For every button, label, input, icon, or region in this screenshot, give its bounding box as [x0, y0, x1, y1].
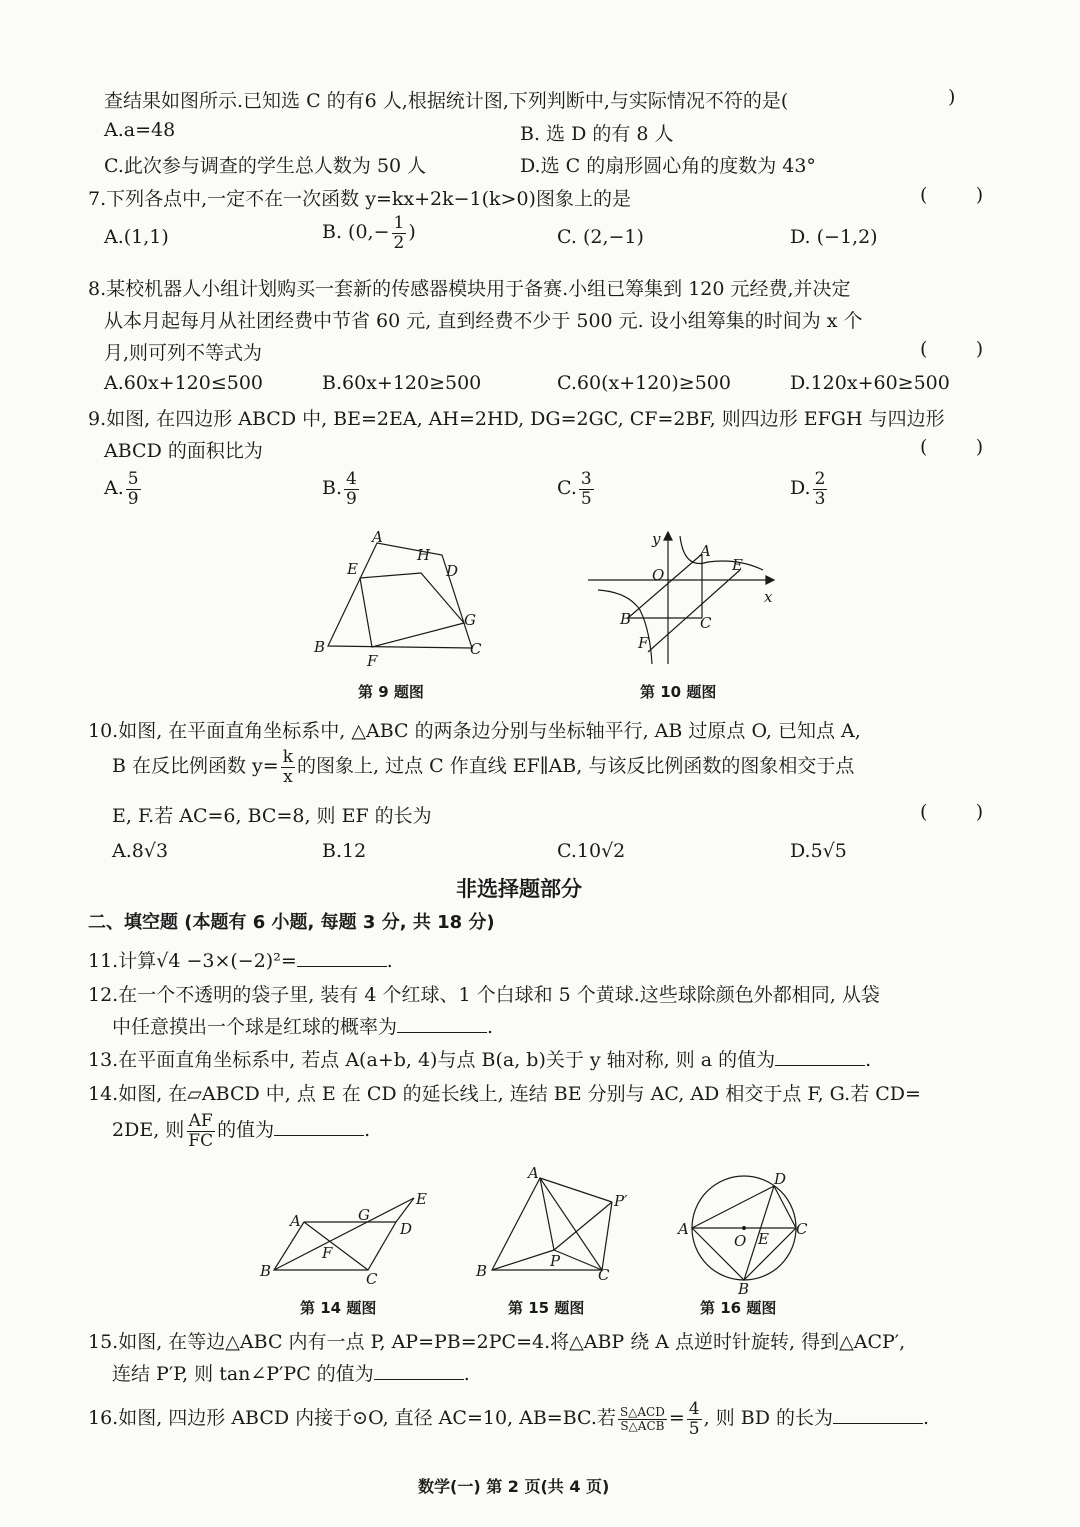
q9-c-label: C.: [557, 477, 577, 500]
q9-a-label: A.: [104, 477, 124, 500]
q10-line1: 10.如图, 在平面直角坐标系中, △ABC 的两条边分别与坐标轴平行, AB 过原点 O, 已知点 A,: [88, 720, 861, 742]
q7-paren: ( ): [920, 184, 984, 206]
q12-blank[interactable]: [397, 1016, 487, 1033]
figure-10: [588, 530, 788, 670]
fig9-label-f: F: [367, 652, 378, 670]
q10-frac: [281, 748, 295, 786]
fig16-label-b: B: [738, 1280, 750, 1298]
q14-blank[interactable]: [274, 1119, 364, 1136]
q16-period: .: [922, 1407, 930, 1430]
q10-option-c: C.10√2: [557, 840, 626, 862]
figure-15: [470, 1166, 640, 1290]
fig14-line-be: [274, 1198, 414, 1270]
q16-blank[interactable]: [833, 1407, 923, 1424]
q10-line2-pre: B 在反比例函数 y=: [112, 755, 279, 778]
section-heading: 二、填空题 (本题有 6 小题, 每题 3 分, 共 18 分): [88, 912, 495, 933]
fig9-quad-efgh: [360, 573, 464, 647]
q9-b-frac: [344, 470, 359, 508]
q7-option-b-post: ): [408, 221, 416, 244]
fig10-label-e: E: [732, 556, 743, 574]
fig15-label-p-prime: P′: [614, 1192, 628, 1210]
q10-option-d: D.5√5: [790, 840, 847, 862]
q9-d-num: 2: [814, 469, 826, 489]
q9-a-frac: [126, 470, 141, 508]
q9-d-frac: [813, 470, 828, 508]
q7-option-a: A.(1,1): [104, 226, 169, 248]
q12-line1: 12.在一个不透明的袋子里, 装有 4 个红球、1 个白球和 5 个黄球.这些球除颜色外都相同, 从袋: [88, 984, 880, 1006]
q7-option-b-pre: B. (0,−: [322, 221, 390, 244]
q7-b-num: 1: [393, 213, 405, 233]
q6-option-a: A.a=48: [104, 119, 176, 141]
q9-c-num: 3: [580, 469, 592, 489]
q10-paren: ( ): [920, 801, 984, 823]
fig10-label-a: A: [700, 542, 711, 560]
fig16-label-d: D: [774, 1170, 787, 1188]
q7-option-d: D. (−1,2): [790, 226, 878, 248]
q7-option-b: [322, 214, 416, 252]
q15-blank[interactable]: [374, 1363, 464, 1380]
fig9-quad-abcd: [328, 543, 472, 648]
fig9-caption: 第 9 题图: [358, 683, 424, 701]
section-title: 非选择题部分: [456, 877, 582, 901]
q10-option-a: A.8√3: [112, 840, 169, 862]
fig15-label-p: P: [550, 1252, 561, 1270]
q10-num: k: [282, 747, 294, 767]
fig14-label-f: F: [322, 1244, 333, 1262]
fig9-label-e: E: [347, 560, 358, 578]
q15-line2-text: 连结 P′P, 则 tan∠P′PC 的值为: [112, 1363, 374, 1385]
q15-line2: [112, 1359, 470, 1386]
q9-c-den: 5: [580, 488, 592, 509]
q16-post: , 则 BD 的长为: [703, 1407, 833, 1430]
fig16-label-c: C: [796, 1220, 808, 1238]
fig10-label-o: O: [652, 566, 665, 584]
q9-b-label: B.: [322, 477, 343, 500]
q16-area-frac: [618, 1406, 667, 1433]
fig10-y-arrow: [664, 532, 672, 540]
q13: [88, 1045, 871, 1072]
fig10-line-ab: [628, 554, 702, 618]
fig14-label-e: E: [416, 1190, 427, 1208]
fig9-label-g: G: [464, 611, 476, 629]
fig16-label-e: E: [758, 1230, 769, 1248]
fig15-line-ap2: [540, 1178, 612, 1202]
fig14-line-de: [396, 1198, 414, 1222]
q12-line2: [112, 1012, 493, 1039]
q15-line1: 15.如图, 在等边△ABC 内有一点 P, AP=PB=2PC=4.将△ABP 绕 A 点逆时针旋转, 得到△ACP′,: [88, 1331, 906, 1353]
fig10-label-x: x: [764, 588, 773, 606]
q9-d-den: 3: [814, 488, 826, 509]
q10-line2-post: 的图象上, 过点 C 作直线 EF∥AB, 与该反比例函数的图象相交于点: [297, 755, 855, 778]
fig10-x-arrow: [766, 576, 774, 584]
q9-line1: 9.如图, 在四边形 ABCD 中, BE=2EA, AH=2HD, DG=2GC, CF=2BF, 则四边形 EFGH 与四边形: [88, 408, 945, 430]
q8-option-a: A.60x+120≤500: [104, 372, 264, 394]
q9-d-label: D.: [790, 477, 811, 500]
fig16-caption: 第 16 题图: [700, 1299, 777, 1317]
page-footer: 数学(一) 第 2 页(共 4 页): [418, 1477, 610, 1496]
q13-blank[interactable]: [775, 1049, 865, 1066]
q14-den: FC: [188, 1130, 214, 1151]
q9-b-num: 4: [346, 469, 357, 489]
q11: [88, 946, 393, 973]
fig15-label-c: C: [598, 1266, 610, 1284]
q7-stem: 7.下列各点中,一定不在一次函数 y=kx+2k−1(k>0)图象上的是: [88, 188, 631, 210]
fig14-label-d: D: [400, 1220, 413, 1238]
fig9-label-h: H: [417, 546, 431, 564]
q8-option-c: C.60(x+120)≥500: [557, 372, 731, 394]
figure-16: [676, 1168, 816, 1298]
q6-option-d: D.选 C 的扇形圆心角的度数为 43°: [520, 155, 816, 177]
q8-line1: 8.某校机器人小组计划购买一套新的传感器模块用于备赛.小组已筹集到 120 元经费,并决定: [88, 278, 851, 300]
fig16-label-o: O: [734, 1232, 747, 1250]
fig9-label-b: B: [314, 638, 326, 656]
q11-period: .: [386, 950, 393, 972]
fig10-label-c: C: [700, 614, 712, 632]
q9-a-num: 5: [127, 469, 139, 489]
q10-den: x: [283, 766, 293, 787]
figure-9: [300, 528, 500, 668]
q10-line2: [112, 748, 854, 786]
fig14-label-a: A: [290, 1212, 301, 1230]
fig9-label-a: A: [372, 528, 383, 546]
q7-b-den: 2: [393, 232, 405, 253]
fig15-line-cp2: [602, 1202, 612, 1270]
q9-a-den: 9: [127, 488, 139, 509]
q6-option-b: B. 选 D 的有 8 人: [520, 123, 674, 145]
q9-option-a: [104, 470, 143, 508]
q8-option-b: B.60x+120≥500: [322, 372, 482, 394]
q6-option-c: C.此次参与调查的学生总人数为 50 人: [104, 155, 427, 177]
q9-line2: ABCD 的面积比为: [104, 440, 263, 462]
q16-num: S△ACD: [619, 1404, 665, 1419]
q16-num2: 4: [688, 1399, 700, 1419]
q16-pre: 16.如图, 四边形 ABCD 内接于⊙O, 直径 AC=10, AB=BC.若: [88, 1407, 616, 1430]
q16: [88, 1400, 929, 1438]
fig14-line-ac: [304, 1222, 368, 1270]
q9-c-frac: [579, 470, 594, 508]
fig10-caption: 第 10 题图: [640, 683, 717, 701]
q7-option-c: C. (2,−1): [557, 226, 644, 248]
fig10-label-b: B: [620, 610, 632, 628]
fig15-label-a: A: [528, 1164, 539, 1182]
fig15-caption: 第 15 题图: [508, 1299, 585, 1317]
fig14-label-c: C: [366, 1270, 378, 1288]
q14-num: AF: [188, 1111, 213, 1131]
fig10-label-f: F: [638, 634, 649, 652]
q13-period: .: [865, 1049, 872, 1071]
fig10-curve-right: [680, 536, 763, 570]
fig14-caption: 第 14 题图: [300, 1299, 377, 1317]
q9-option-d: [790, 470, 829, 508]
q12-period: .: [487, 1016, 494, 1038]
q7-option-b-frac: [392, 214, 407, 252]
q9-paren: ( ): [920, 436, 984, 458]
q14-period: .: [364, 1119, 371, 1142]
q9-option-b: [322, 470, 361, 508]
q11-blank[interactable]: [297, 950, 387, 967]
q9-b-den: 9: [346, 488, 357, 509]
q8-paren: ( ): [920, 338, 984, 360]
q9-option-c: [557, 470, 596, 508]
q6-paren: ): [948, 86, 956, 108]
q14-frac: [186, 1112, 215, 1150]
q8-line2: 从本月起每月从社团经费中节省 60 元, 直到经费不少于 500 元. 设小组筹集的时间为 x 个: [104, 310, 863, 332]
q15-period: .: [463, 1363, 470, 1385]
figure-14: [256, 1190, 436, 1290]
fig14-label-g: G: [358, 1206, 370, 1224]
q13-text: 13.在平面直角坐标系中, 若点 A(a+b, 4)与点 B(a, b)关于 y 轴对称, 则 a 的值为: [88, 1049, 776, 1071]
q14-line2-pre: 2DE, 则: [112, 1119, 185, 1142]
q8-option-d: D.120x+60≥500: [790, 372, 950, 394]
q16-ratio-frac: [687, 1400, 702, 1438]
q11-text: 11.计算√4 −3×(−2)²=: [88, 950, 297, 972]
q6-stem: 查结果如图所示.已知选 C 的有6 人,根据统计图,下列判断中,与实际情况不符的是(: [104, 90, 789, 112]
q16-den: S△ACB: [620, 1418, 665, 1433]
fig10-label-y: y: [652, 530, 661, 548]
q14-line1: 14.如图, 在▱ABCD 中, 点 E 在 CD 的延长线上, 连结 BE 分别与 AC, AD 相交于点 F, G.若 CD=: [88, 1083, 921, 1105]
q10-option-b: B.12: [322, 840, 367, 862]
q14-line2-post: 的值为: [217, 1119, 275, 1142]
fig15-label-b: B: [476, 1262, 488, 1280]
fig9-label-c: C: [470, 640, 482, 658]
fig9-label-d: D: [446, 562, 459, 580]
q14-line2: [112, 1112, 370, 1150]
q10-line3: E, F.若 AC=6, BC=8, 则 EF 的长为: [112, 805, 432, 827]
q16-den2: 5: [688, 1418, 700, 1439]
q16-eq: =: [668, 1407, 685, 1430]
fig16-label-a: A: [678, 1220, 689, 1238]
q12-line2-text: 中任意摸出一个球是红球的概率为: [112, 1016, 398, 1038]
q8-line3: 月,则可列不等式为: [104, 342, 263, 364]
fig14-label-b: B: [260, 1262, 272, 1280]
